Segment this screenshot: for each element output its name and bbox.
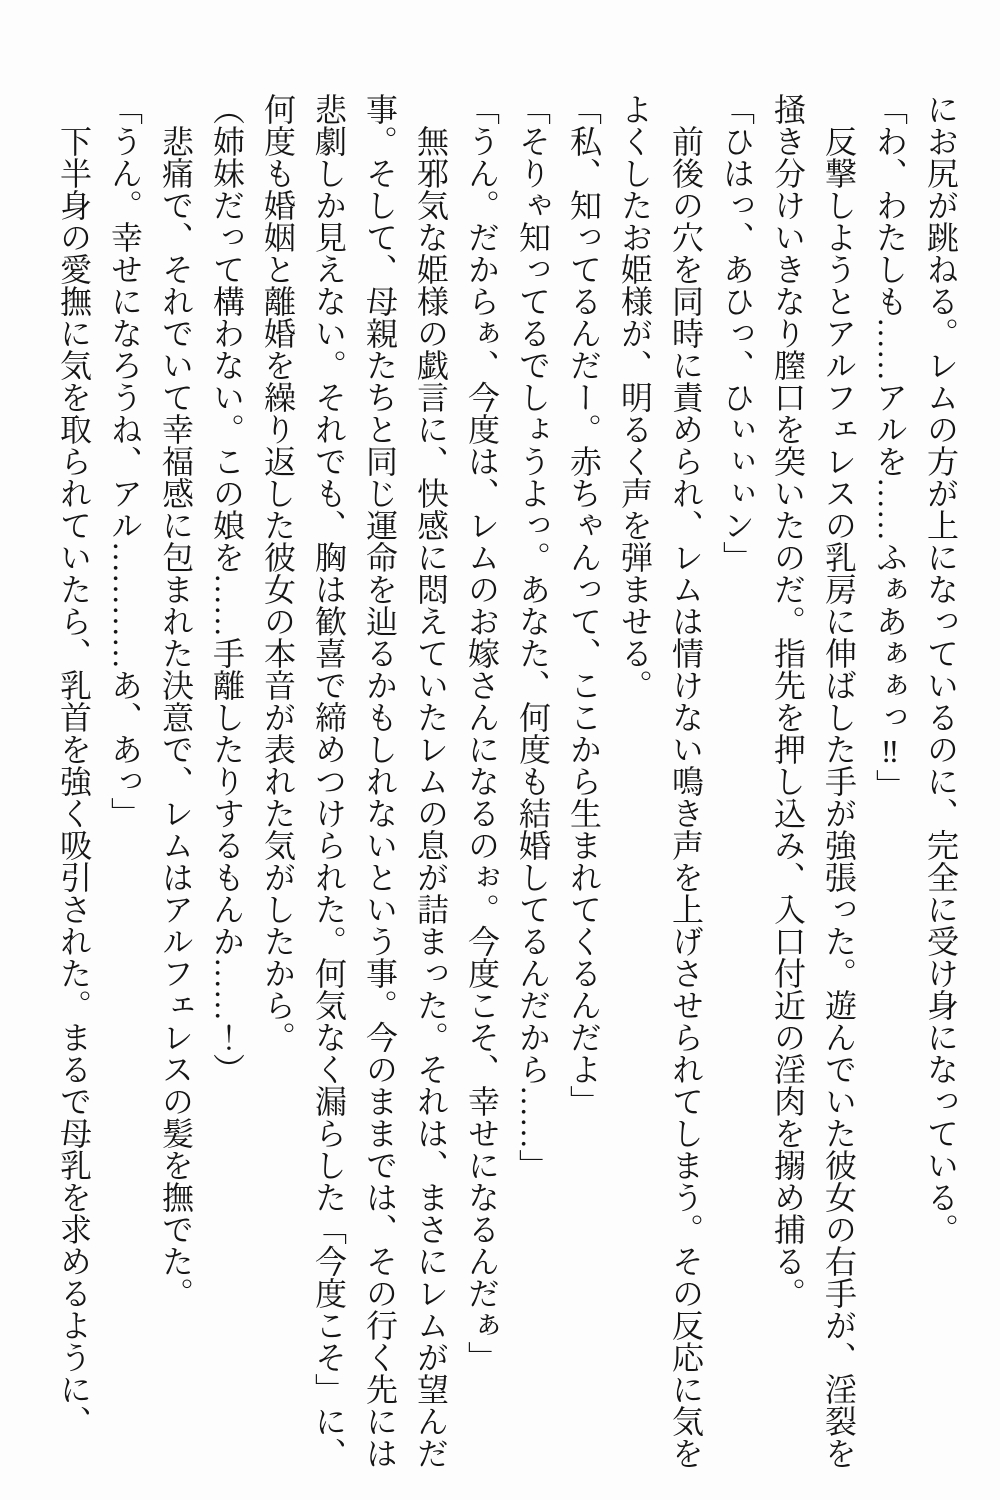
dialogue-line: 「うん。幸せになろうね、アル…………あ、あっ」 xyxy=(107,93,143,829)
narrative-paragraph: 反撃しようとアルフェレスの乳房に伸ばした手が強張った。遊んでいた彼女の右手が、淫裂を掻き分けいきなり膣口を突いたのだ。指先を押し込み、入口付近の淫肉を搦め捕る。 xyxy=(770,93,857,1469)
narrative-paragraph: 悲痛で、それでいて幸福感に包まれた決意で、レムはアルフェレスの髪を撫でた。 xyxy=(158,125,194,1309)
paragraph-continuation: にお尻が跳ねる。レムの方が上になっているのに、完全に受け身になっている。 xyxy=(923,93,959,1245)
narrative-paragraph: 前後の穴を同時に責められ、レムは情けない鳴き声を上げさせられてしまう。その反応に気をよくしたお姫様が、明るく声を弾ませる。 xyxy=(617,93,704,1469)
inner-monologue-line: （姉妹だって構わない。この娘を……手離したりするもんか……！） xyxy=(209,93,245,1085)
dialogue-line: 「わ、わたしも……アルを……ふぁあぁぁっ‼」 xyxy=(872,93,908,801)
dialogue-line: 「ひはっ、あひっ、ひぃぃぃン」 xyxy=(719,93,755,573)
novel-page xyxy=(46,93,966,1475)
narrative-paragraph: 無邪気な姫様の戯言に、快感に悶えていたレムの息が詰まった。それは、まさにレムが望んだ事。そして、母親たちと同じ運命を辿るかもしれないという事。今のままでは、その行く先には悲劇しか見えない。それでも、胸は歓喜で締めつけられた。何気なく漏らした「今度こそ」に、何度も婚姻と離婚を繰り返した彼女の本音が表れた気がしたから。 xyxy=(260,93,449,1469)
dialogue-line: 「うん。だからぁ、今度は、レムのお嫁さんになるのぉ。今度こそ、幸せになるんだぁ」 xyxy=(464,93,500,1373)
dialogue-line: 「私、知ってるんだー。赤ちゃんって、ここから生まれてくるんだよ」 xyxy=(566,93,602,1117)
narrative-paragraph: 下半身の愛撫に気を取られていたら、乳首を強く吸引された。まるで母乳を求めるように、 xyxy=(56,125,92,1437)
dialogue-line: 「そりゃ知ってるでしょうよっ。あなた、何度も結婚してるんだから……」 xyxy=(515,93,551,1181)
